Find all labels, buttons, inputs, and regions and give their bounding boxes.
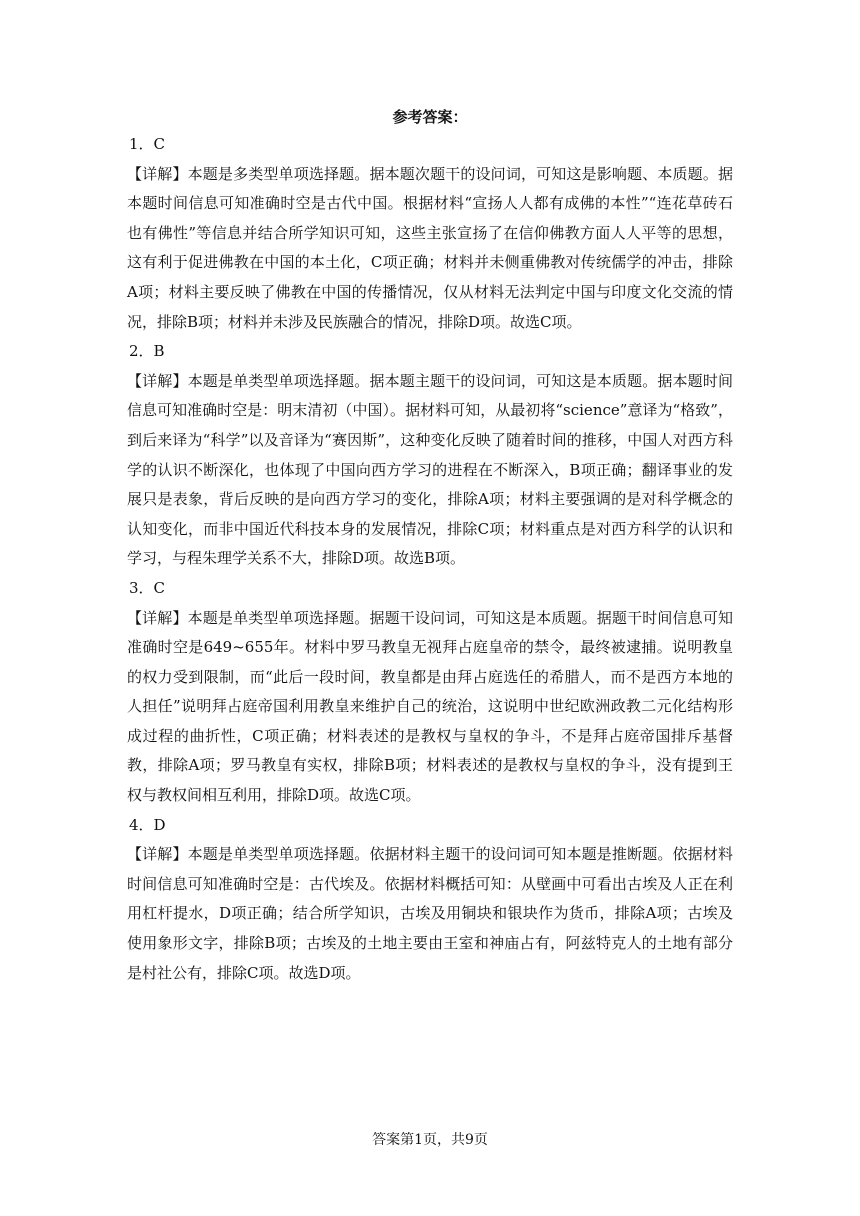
answer-item — [127, 337, 733, 574]
page-footer: 答案第1页，共9页 — [372, 1132, 488, 1148]
answer-number: 4．D — [129, 815, 166, 834]
answer-item — [127, 811, 733, 989]
answer-explanation: 【详解】本题是单类型单项选择题。据题干设问词，可知这是本质题。据题干时间信息可知准确时空是649~655年。材料中罗马教皇无视拜占庭皇帝的禁令，最终被逮捕。说明教皇的权力受到限制，而“此后一段时间，教皇都是由拜占庭选任的希腊人，而不是西方本地的人担任”说明拜占庭帝国利用教皇来维护自己的统治，这说明中世纪欧洲政教二元化结构形成过程的曲折性，C项正确；材料表述的是教权与皇权的争斗，不是拜占庭帝国排斥基督教，排除A项；罗马教皇有实权，排除B项；材料表述的是教权与皇权的争斗，没有提到王权与教权间相互利用，排除D项。故选C项。 — [127, 608, 733, 805]
answer-number: 2．B — [129, 342, 165, 361]
answer-number: 3．C — [129, 578, 166, 597]
answer-list — [127, 130, 733, 988]
answer-explanation: 【详解】本题是单类型单项选择题。据本题主题干的设问词，可知这是本质题。据本题时间信息可知准确时空是：明末清初（中国）。据材料可知，从最初将“science”意译为“格致”，到后来译为“科学”以及音译为“赛因斯”，这种变化反映了随着时间的推移，中国人对西方科学的认识不断深化，也体现了中国向西方学习的进程在不断深入，B项正确；翻译事业的发展只是表象，背后反映的是向西方学习的变化，排除A项；材料主要强调的是对科学概念的认知变化，而非中国近代科技本身的发展情况，排除C项；材料重点是对西方科学的认识和学习，与程朱理学关系不大，排除D项。故选B项。 — [127, 371, 733, 568]
answer-item — [127, 130, 733, 337]
answer-number: 1．C — [129, 135, 166, 153]
page-title: 参考答案： — [392, 108, 468, 126]
answer-explanation: 【详解】本题是单类型单项选择题。依据材料主题干的设问词可知本题是推断题。依据材料时间信息可知准确时空是：古代埃及。依据材料概括可知：从壁画中可看出古埃及人正在利用杠杆提水，D项正确；结合所学知识，古埃及用铜块和银块作为货币，排除A项；古埃及使用象形文字，排除B项；古埃及的土地主要由王室和神庙占有，阿兹特克人的土地有部分是村社公有，排除C项。故选D项。 — [127, 845, 733, 982]
answer-explanation: 【详解】本题是多类型单项选择题。据本题次题干的设问词，可知这是影响题、本质题。据本题时间信息可知准确时空是古代中国。根据材料“宣扬人人都有成佛的本性”“连花草砖石也有佛性”等信息并结合所学知识可知，这些主张宣扬了在信仰佛教方面人人平等的思想，这有利于促进佛教在中国的本土化，C项正确；材料并未侧重佛教对传统儒学的冲击，排除A项；材料主要反映了佛教在中国的传播情况，仅从材料无法判定中国与印度文化交流的情况，排除B项；材料并未涉及民族融合的情况，排除D项。故选C项。 — [127, 164, 733, 331]
answer-item — [127, 574, 733, 811]
